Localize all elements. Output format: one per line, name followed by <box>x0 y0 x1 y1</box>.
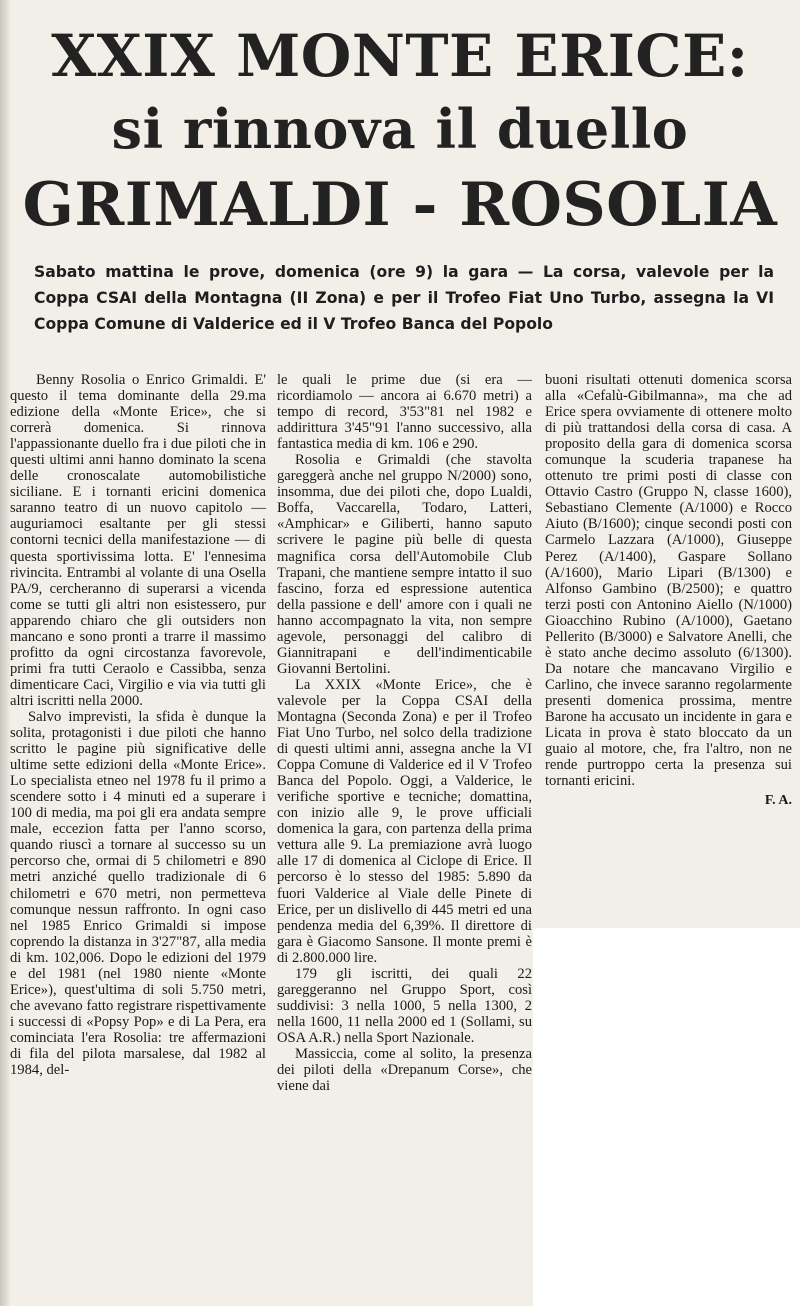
paragraph: La XXIX «Monte Erice», che è valevole per la Coppa CSAI della Montagna (Seconda Zona) e per il Trofeo Fiat Uno Turbo, nel solco della tradizione di questi ultimi anni, assegna anche la VI Coppa Comune di Valderice ed il V Trofeo Banca del Popolo. Oggi, a Valderice, le verifiche sportive e tecniche; domattina, con inizio alle 9, le prove ufficiali domenica la gara, con partenza della prima vettura alle 9. La premiazione avrà luogo alle 17 di domenica al Ciclope di Erice. Il percorso è lo stesso del 1985: 5.890 da fuori Valderice al Viale delle Pinete di Erice, per un dislivello di 445 metri ed una pendenza media del 6,39%. Il direttore di gara è Giacomo Sansone. Il monte premi è di 2.800.000 lire. <box>277 676 532 966</box>
article-column-3 <box>545 372 792 809</box>
headline-line-3: GRIMALDI - ROSOLIA <box>22 170 778 240</box>
article-subheadline: Sabato mattina le prove, domenica (ore 9) la gara — La corsa, valevole per la Coppa CSAI della Montagna (II Zona) e per il Trofeo Fiat Uno Turbo, assegna la VI Coppa Comune di Valderice ed il V Trofeo Banca del Popolo <box>34 263 774 333</box>
headline-line-2: si rinnova il duello <box>111 97 689 161</box>
author-signature: F. A. <box>764 793 792 809</box>
paragraph: le quali le prime due (si era — ricordiamolo — ancora ai 6.670 metri) a tempo di record, 3'53"81 nel 1982 e addirittura 3'45"91 l'anno successivo, alla fantastica media di km. 106 e 290. <box>277 372 532 453</box>
article-column-1 <box>10 372 266 1078</box>
paragraph: Salvo imprevisti, la sfida è dunque la solita, protagonisti i due piloti che hanno scritto le pagine più significative delle ultime sette edizioni della «Monte Erice». Lo specialista etneo nel 1978 fu il primo a scendere sotto i 4 minuti ed a superare i 100 di media, ma poi gli era andata sempre male, eccezion fatta per l'anno scorso, quando riuscì a tornare al successo su un percorso che, ormai di 5 chilometri e 890 metri anziché quello tradizionale di 6 chilometri e 670 metri, non permetteva comunque nessun raffronto. In ogni caso nel 1985 Enrico Grimaldi si impose coprendo la distanza in 3'27"87, alla media di km. 102,006. Dopo le edizioni del 1979 e del 1981 (nel 1980 niente «Monte Erice»), quest'ultima di soli 5.750 metri, che avevano fatto registrare rispettivamente i successi di «Popsy Pop» e di La Pera, era cominciata l'era Rosolia: tre affermazioni di fila del pilota marsalese, dal 1982 al 1984, del- <box>10 708 266 1079</box>
paragraph: buoni risultati ottenuti domenica scorsa alla «Cefalù-Gibilmanna», ma che ad Erice spera ovviamente di ottenere molto di più trattandosi della corsa di casa. A proposito della gara di domenica scorsa comunque la scuderia trapanese ha ottenuto tre primi posti di classe con Ottavio Castro (Gruppo N, classe 1600), Sebastiano Clemente (A/1000) e Rocco Aiuto (B/1600); cinque secondi posti con Carmelo Lazzara (A/1000), Giuseppe Perez (A/1400), Gaspare Sollano (A/1600), Mario Lipari (B/1300) e Alfonso Gambino (B/2500); e quattro terzi posti con Antonino Aiello (N/1000) Gioacchino Rubino (A/1000), Gaetano Pellerito (B/3000) e Salvatore Anelli, che è stato anche decimo assoluto (6/1300). Da notare che mancavano Virgilio e Carlino, che invece saranno regolarmente presenti domenica prossima, mentre Barone ha accusato un incidente in gara e Licata in prova è stato bloccato da un guaio al motore, che, fra l'altro, non ne rende purtroppo certa la presenza sui tornanti ericini. <box>545 372 792 790</box>
paragraph: Massiccia, come al solito, la presenza dei piloti della «Drepanum Corse», che viene dai <box>277 1045 532 1095</box>
headline-line-1: XXIX MONTE ERICE: <box>51 22 749 90</box>
paragraph: Rosolia e Grimaldi (che stavolta gareggerà anche nel gruppo N/2000) sono, insomma, due dei piloti che, dopo Lualdi, Boffa, Vaccarella, Todaro, Latteri, «Amphicar» e Giliberti, hanno saputo scrivere le pagine più belle di questa magnifica corsa dell'Automobile Club Trapani, che mantiene sempre intatto il suo fascino, forza ed espressione autentica della passione e dell' amore con i quali ne hanno accompagnato la vita, non sempre agevole, personaggi del calibro di Giannitrapani e dell'indimenticabile Giovanni Bertolini. <box>277 452 532 677</box>
article-column-2 <box>277 372 532 1094</box>
paragraph: 179 gli iscritti, dei quali 22 gareggeranno nel Gruppo Sport, così suddivisi: 3 nella 1000, 5 nella 1300, 2 nella 1600, 11 nella 2000 ed 1 (Sollami, su OSA A.R.) nella Sport Nazionale. <box>277 965 532 1046</box>
paragraph: Benny Rosolia o Enrico Grimaldi. E' questo il tema dominante della 29.ma edizione della «Monte Erice», che si correrà domenica. Si rinnova l'appassionante duello fra i due piloti che in questi ultimi anni hanno dominato la scena delle cronoscalate automobilistiche siciliane. E i tornanti ericini domenica saranno teatro di un nuovo capitolo — auguriamoci esaltante per gli stessi contorni tecnici della manifestazione — di questa sportivissima lotta. E' l'ennesima rivincita. Entrambi al volante di una Osella PA/9, cercheranno di superarsi a vicenda come se tutti gli altri non esistessero, pur apparendo chiaro che gli outsiders non mancano e sono pronti a trarre il massimo profitto da ogni circostanza favorevole, primi fra tutti Ceraolo e Cassibba, senza dimenticare Caci, Virgilio e via via tutti gli altri iscritti nella 2000. <box>10 372 266 709</box>
page-edge-shadow <box>0 0 10 1306</box>
blank-area <box>533 928 800 1306</box>
